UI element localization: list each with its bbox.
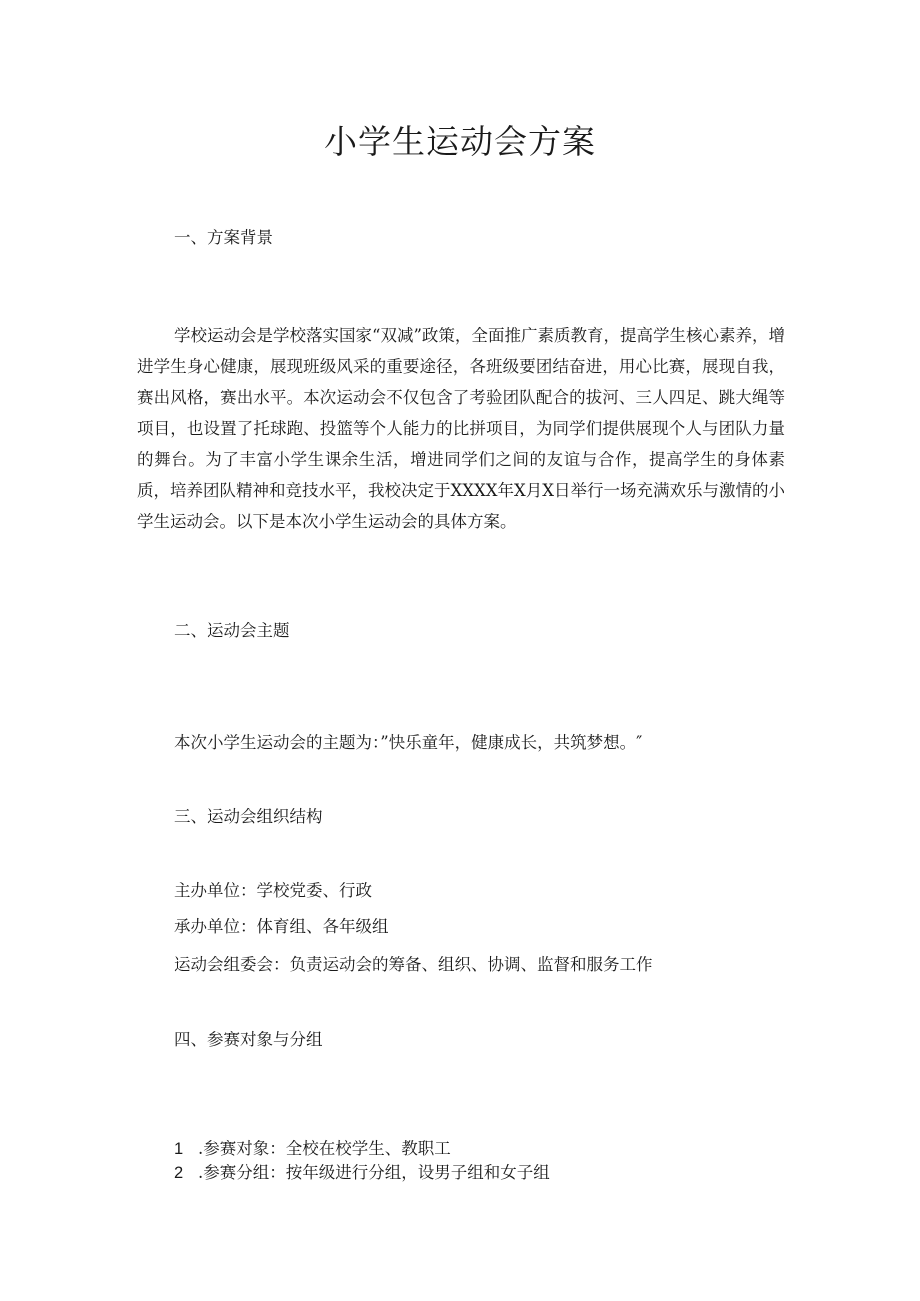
committee-line: 运动会组委会：负责运动会的筹备、组织、协调、监督和服务工作 (174, 955, 653, 974)
section-heading-background: 一、方案背景 (174, 228, 273, 247)
list-item (174, 1135, 451, 1159)
list-item (174, 1159, 550, 1183)
list-item-text: .参赛分组：按年级进行分组，设男子组和女子组 (198, 1163, 550, 1182)
list-item-number: 1 (174, 1140, 184, 1158)
theme-line: 本次小学生运动会的主题为：”快乐童年，健康成长，共筑梦想。″ (174, 733, 643, 752)
section-heading-organization: 三、运动会组织结构 (174, 807, 323, 826)
document-title: 小学生运动会方案 (324, 122, 596, 161)
section-heading-participants: 四、参赛对象与分组 (174, 1030, 323, 1049)
host-line: 承办单位：体育组、各年级组 (174, 917, 389, 936)
section-paragraph-background: 学校运动会是学校落实国家“双减”政策，全面推广素质教育，提高学生核心素养，增进学生身心健康，展现班级风采的重要途径，各班级要团结奋进，用心比赛，展现自我，赛出风格，赛出水平。本次运动会不仅包含了考验团队配合的拔河、三人四足、跳大绳等项目，也设置了托球跑、投篮等个人能力的比拼项目，为同学们提供展现个人与团队力量的舞台。为了丰富小学生课余生活，增进同学们之间的友谊与合作，提高学生的身体素质，培养团队精神和竞技水平，我校决定于XXXX年X月X日举行一场充满欢乐与激情的小学生运动会。以下是本次小学生运动会的具体方案。 (137, 326, 785, 531)
section-heading-theme: 二、运动会主题 (174, 621, 290, 640)
organizer-line: 主办单位：学校党委、行政 (174, 881, 372, 900)
list-item-number: 2 (174, 1164, 184, 1182)
list-item-text: .参赛对象：全校在校学生、教职工 (198, 1139, 451, 1158)
